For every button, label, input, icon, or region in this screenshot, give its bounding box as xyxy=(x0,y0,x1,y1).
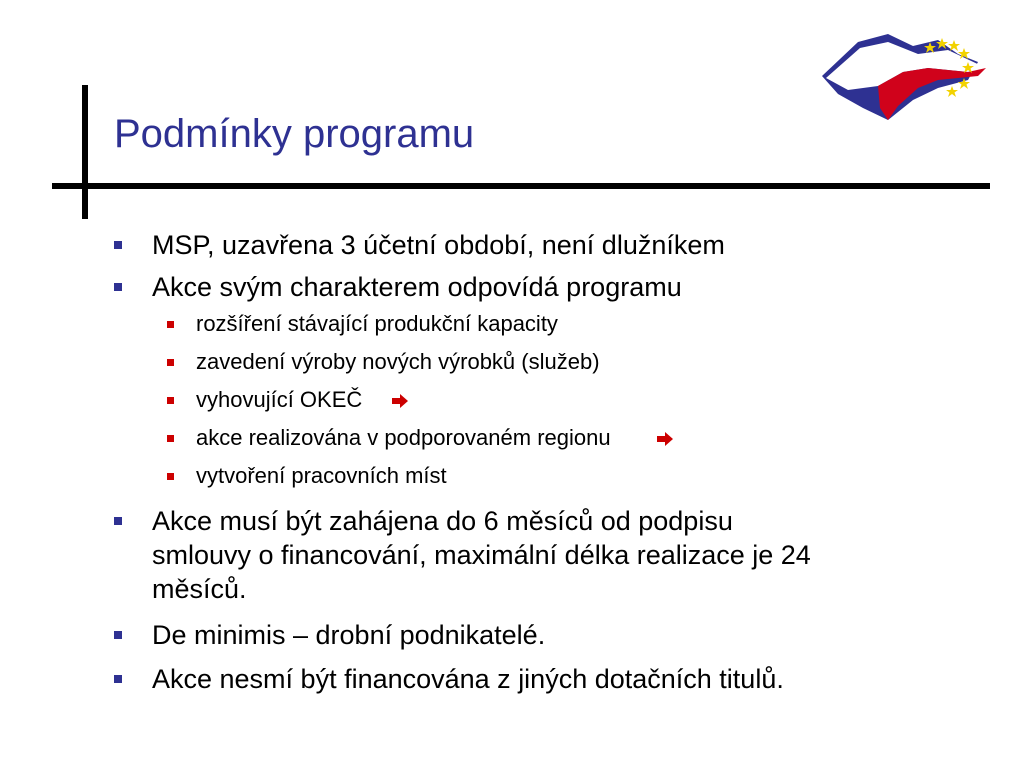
bullet-marker xyxy=(167,435,174,442)
bullet-marker xyxy=(167,321,174,328)
bullet-marker xyxy=(114,241,122,249)
sub-list-item: vyhovující OKEČ xyxy=(114,386,1004,414)
sub-list-item: vytvoření pracovních míst xyxy=(114,462,1004,490)
sub-list-item: rozšíření stávající produkční kapacity xyxy=(114,310,1004,338)
bullet-marker xyxy=(114,283,122,291)
title-vertical-rule xyxy=(82,85,88,219)
bullet-marker xyxy=(167,473,174,480)
bullet-marker xyxy=(114,675,122,683)
list-item: De minimis – drobní podnikatelé. xyxy=(114,618,1004,652)
list-item: Akce svým charakterem odpovídá programu xyxy=(114,270,1004,304)
sub-list-item: zavedení výroby nových výrobků (služeb) xyxy=(114,348,1004,376)
list-item: Akce musí být zahájena do 6 měsíců od podpisu smlouvy o financování, maximální délka realizace je 24 měsíců. xyxy=(114,504,1004,606)
sub-list-item: akce realizována v podporovaném regionu xyxy=(114,424,1004,452)
title-horizontal-rule xyxy=(52,183,990,189)
hyperlink-arrow-icon[interactable] xyxy=(392,394,408,408)
slide-title: Podmínky programu xyxy=(114,112,475,156)
bullet-list xyxy=(114,228,1004,704)
bullet-marker xyxy=(167,359,174,366)
list-item: Akce nesmí být financována z jiných dotačních titulů. xyxy=(114,662,1004,696)
czech-eu-flag-logo-icon xyxy=(818,28,990,126)
bullet-marker xyxy=(167,397,174,404)
bullet-marker xyxy=(114,631,122,639)
list-item: MSP, uzavřena 3 účetní období, není dlužníkem xyxy=(114,228,1004,262)
hyperlink-arrow-icon[interactable] xyxy=(657,432,673,446)
bullet-marker xyxy=(114,517,122,525)
